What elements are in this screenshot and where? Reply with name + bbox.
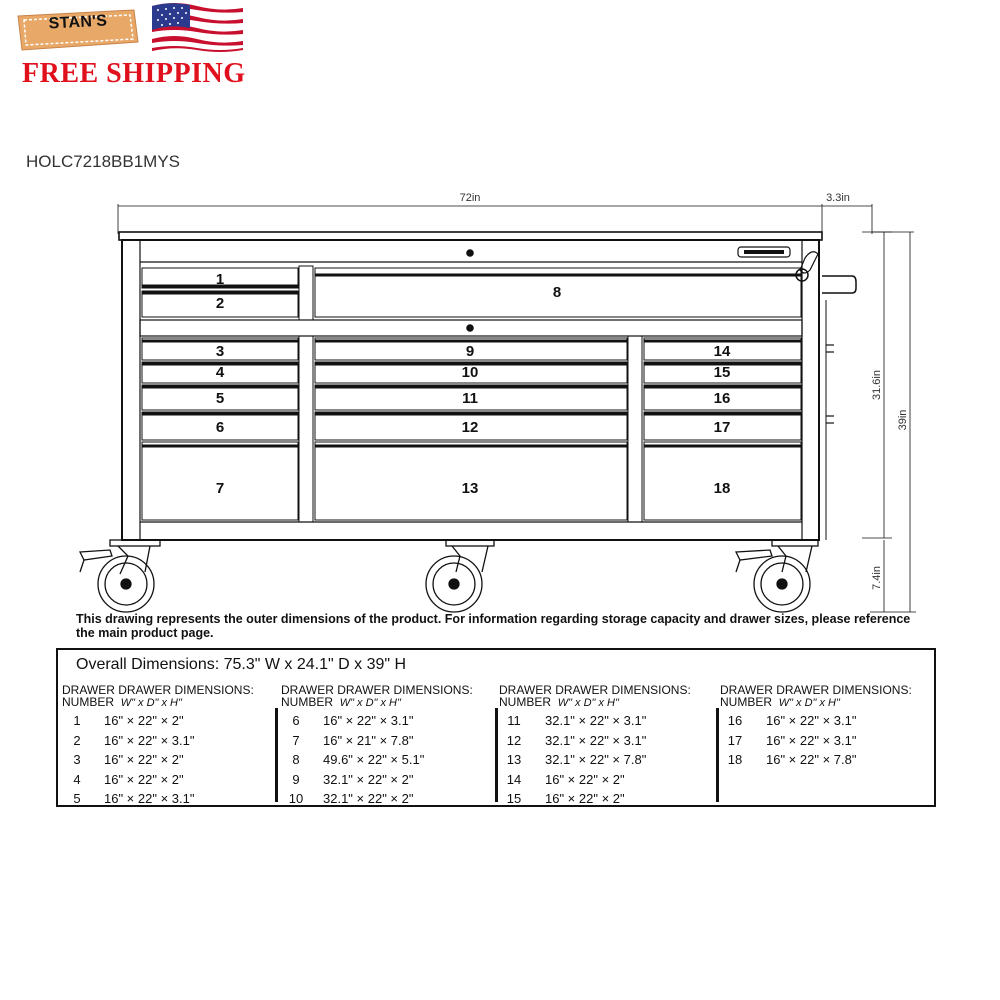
drawer-number: 5 xyxy=(215,390,225,407)
table-row: 15 16" × 22" × 2" xyxy=(506,791,625,806)
table-row: 13 32.1" × 22" × 7.8" xyxy=(506,752,647,767)
table-row: 4 16" × 22" × 2" xyxy=(73,771,184,787)
drawer-numbers xyxy=(216,271,731,497)
table-row: 1 16" × 22" × 2" xyxy=(73,713,184,728)
width-dimension xyxy=(118,204,916,612)
column-header: DRAWER DRAWER DIMENSIONS: xyxy=(499,683,691,697)
drawer-number: 12 xyxy=(461,419,479,436)
drawer-number: 2 xyxy=(215,295,225,312)
drawer-number: 9 xyxy=(465,343,475,360)
drawer-number: 16 xyxy=(713,390,731,407)
table-row: 3 16" × 22" × 2" xyxy=(73,752,184,767)
table-row: 10 32.1" × 22" × 2" xyxy=(288,791,414,806)
drawer-number: 8 xyxy=(552,284,562,301)
drawer-number: 14 xyxy=(713,343,731,360)
table-row: 18 16" × 22" × 7.8" xyxy=(727,752,857,767)
table-row: 16 16" × 22" × 3.1" xyxy=(727,713,857,728)
model-number: HOLC7218BB1MYS xyxy=(26,152,181,171)
column-subheader: NUMBER W" x D" x H" xyxy=(62,695,182,709)
drawer-number: 7 xyxy=(215,480,225,497)
column-subheader: NUMBER W" x D" x H" xyxy=(720,695,840,709)
width-label: 72in xyxy=(459,192,481,204)
table-row: 6 16" × 22" × 3.1" xyxy=(292,713,414,728)
table-column-3 xyxy=(499,684,691,809)
disclaimer-note: This drawing represents the outer dimensions of the product. For information regarding storage capacity and drawer sizes, please reference the main product page. xyxy=(76,612,911,640)
table-row: 8 49.6" × 22" × 5.1" xyxy=(292,752,425,767)
table-row: 9 32.1" × 22" × 2" xyxy=(292,771,414,787)
total-height-label: 39in xyxy=(897,409,909,431)
table-column-1 xyxy=(62,684,254,809)
drawer-number: 13 xyxy=(461,480,479,497)
column-header: DRAWER DRAWER DIMENSIONS: xyxy=(281,683,473,697)
column-divider xyxy=(495,708,498,802)
column-subheader: NUMBER W" x D" x H" xyxy=(281,695,401,709)
table-column-2 xyxy=(281,684,473,809)
drawer-number: 3 xyxy=(215,343,225,360)
column-divider xyxy=(716,708,719,802)
drawer-number: 15 xyxy=(713,364,731,381)
table-row: 11 32.1" × 22" × 3.1" xyxy=(507,713,647,728)
drawer-number: 6 xyxy=(215,419,225,436)
table-row: 5 16" × 22" × 3.1" xyxy=(73,791,195,806)
drawer-number: 17 xyxy=(713,419,731,436)
table-row: 2 16" × 22" × 3.1" xyxy=(73,732,195,748)
overall-dimensions: Overall Dimensions: 75.3" W x 24.1" D x 39" H xyxy=(76,656,407,673)
drawer-number: 11 xyxy=(462,390,478,407)
brand-logo-text: STAN'S xyxy=(48,12,108,33)
drawer-number: 1 xyxy=(215,271,225,288)
column-header: DRAWER DRAWER DIMENSIONS: xyxy=(62,683,254,697)
body-height-label: 31.6in xyxy=(871,370,883,400)
drawer-number: 4 xyxy=(215,364,225,381)
drawer-number: 18 xyxy=(713,480,731,497)
column-subheader: NUMBER W" x D" x H" xyxy=(499,695,619,709)
table-row: 12 32.1" × 22" × 3.1" xyxy=(506,732,647,748)
caster-height-label: 7.4in xyxy=(871,566,883,590)
free-shipping-banner: FREE SHIPPING xyxy=(22,58,246,89)
side-label: 3.3in xyxy=(826,192,850,204)
column-divider xyxy=(275,708,278,802)
caster-right xyxy=(736,540,818,612)
caster-left xyxy=(80,540,160,612)
caster-middle xyxy=(426,540,494,612)
column-header: DRAWER DRAWER DIMENSIONS: xyxy=(720,683,912,697)
table-column-4 xyxy=(720,684,912,770)
table-row: 7 16" × 21" × 7.8" xyxy=(292,732,414,748)
drawer-number: 10 xyxy=(461,364,479,381)
table-row: 14 16" × 22" × 2" xyxy=(506,771,625,787)
table-row: 17 16" × 22" × 3.1" xyxy=(727,732,857,748)
